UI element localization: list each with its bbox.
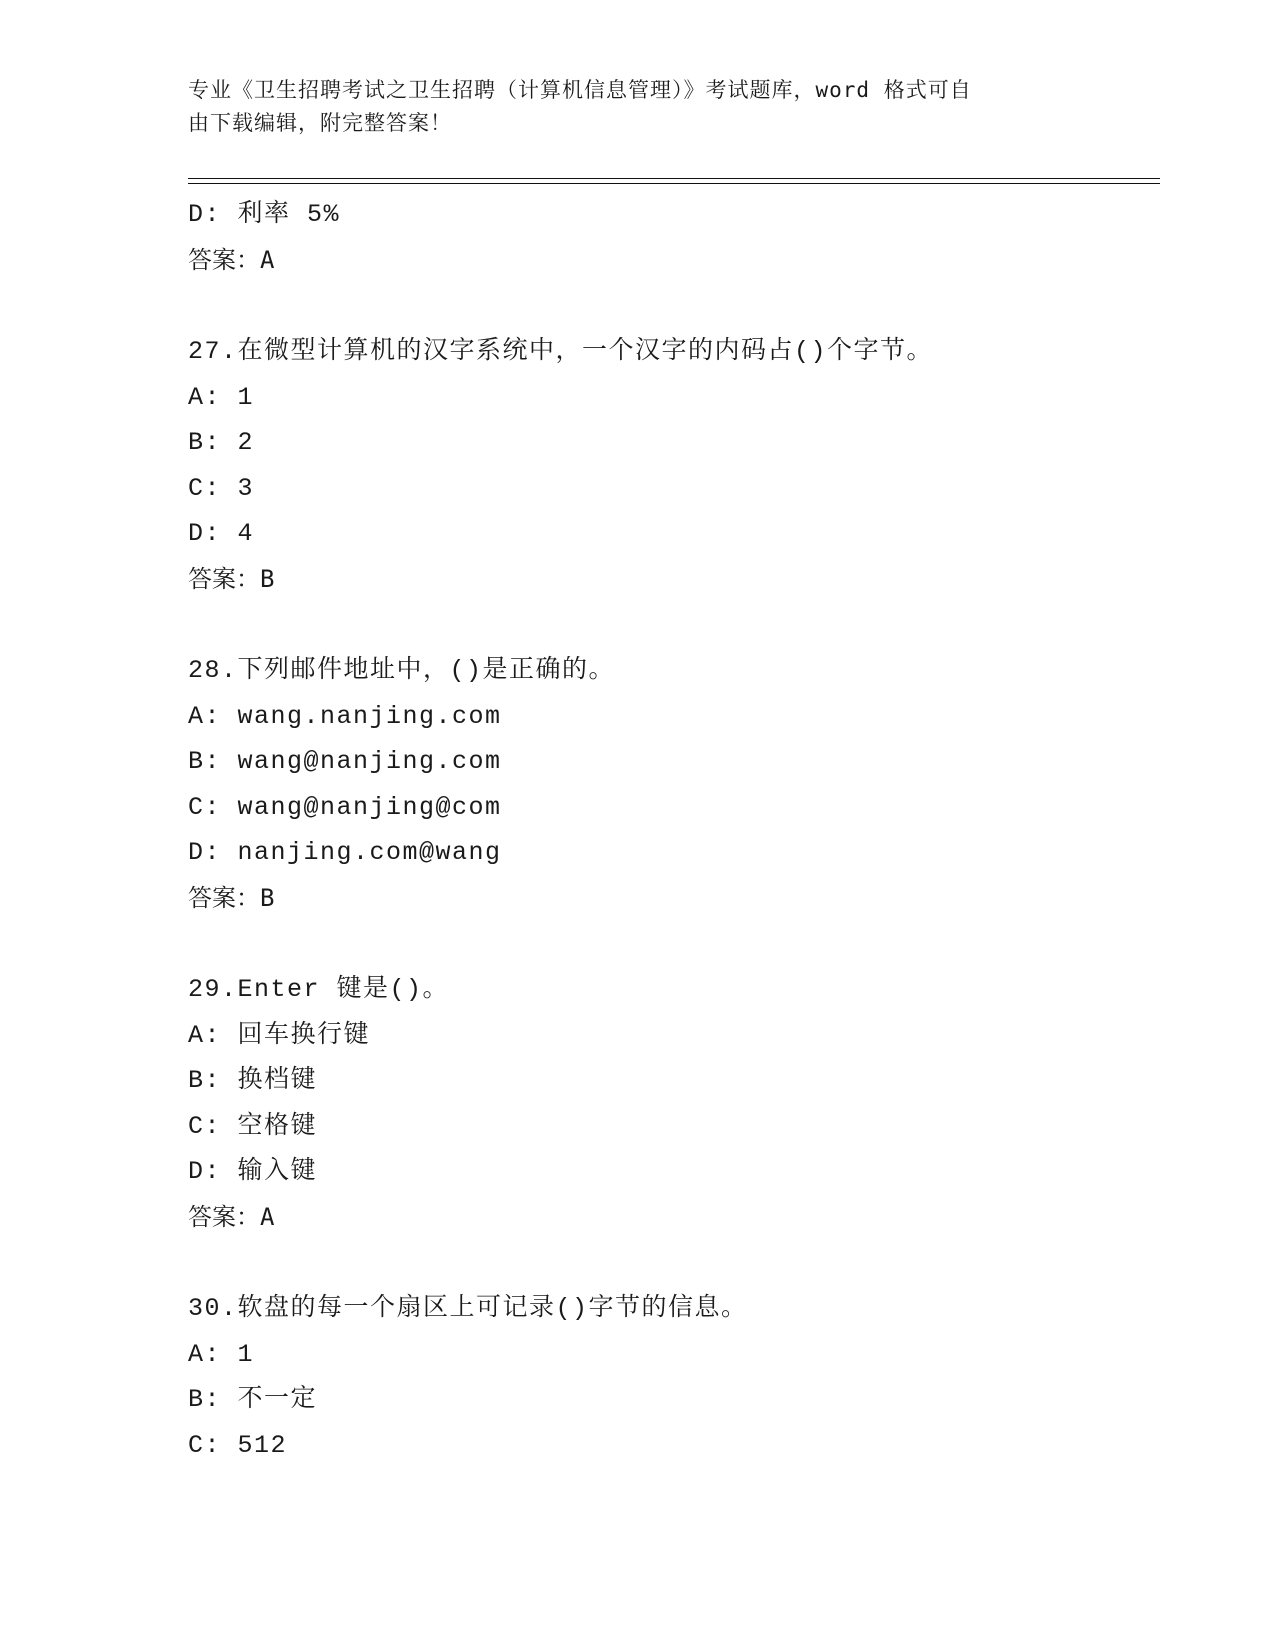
question-29-stem: 29.Enter 键是()。 bbox=[188, 975, 450, 1004]
option-b: B: 不一定 bbox=[188, 1385, 318, 1414]
option-b: B: 2 bbox=[188, 428, 255, 457]
header-divider-top bbox=[188, 178, 1160, 179]
option-b: B: wang@nanjing.com bbox=[188, 747, 502, 776]
option-a: A: wang.nanjing.com bbox=[188, 701, 502, 731]
answer-line: 答案：B bbox=[188, 564, 275, 593]
option-a: A: 1 bbox=[188, 1339, 255, 1369]
answer-line: 答案：B bbox=[188, 883, 275, 912]
option-b: B: 换档键 bbox=[188, 1066, 318, 1095]
answer-line: 答案：A bbox=[188, 1202, 275, 1231]
option-c: C: 空格键 bbox=[188, 1111, 318, 1141]
question-30-stem: 30.软盘的每一个扇区上可记录()字节的信息。 bbox=[188, 1294, 748, 1323]
header-line-2: 由下载编辑，附完整答案！ bbox=[188, 111, 452, 135]
question-27-stem: 27.在微型计算机的汉字系统中，一个汉字的内码占()个字节。 bbox=[188, 337, 934, 366]
option-c: C: wang@nanjing@com bbox=[188, 792, 502, 822]
option-c: C: 512 bbox=[188, 1430, 288, 1460]
answer-line: 答案：A bbox=[188, 245, 275, 274]
option-d: D: 4 bbox=[188, 519, 255, 548]
option-c: C: 3 bbox=[188, 473, 255, 503]
option-d: D: 输入键 bbox=[188, 1157, 318, 1186]
header-line-1: 专业《卫生招聘考试之卫生招聘（计算机信息管理）》考试题库，word 格式可自 bbox=[188, 78, 972, 102]
option-a: A: 1 bbox=[188, 382, 255, 412]
option-d: D: nanjing.com@wang bbox=[188, 838, 502, 867]
option-a: A: 回车换行键 bbox=[188, 1020, 371, 1050]
header-divider-bottom bbox=[188, 183, 1160, 184]
question-28-stem: 28.下列邮件地址中，()是正确的。 bbox=[188, 656, 616, 685]
document-header bbox=[188, 74, 1088, 140]
question-list bbox=[188, 192, 1148, 1468]
option-d: D: 利率 5% bbox=[188, 200, 341, 229]
